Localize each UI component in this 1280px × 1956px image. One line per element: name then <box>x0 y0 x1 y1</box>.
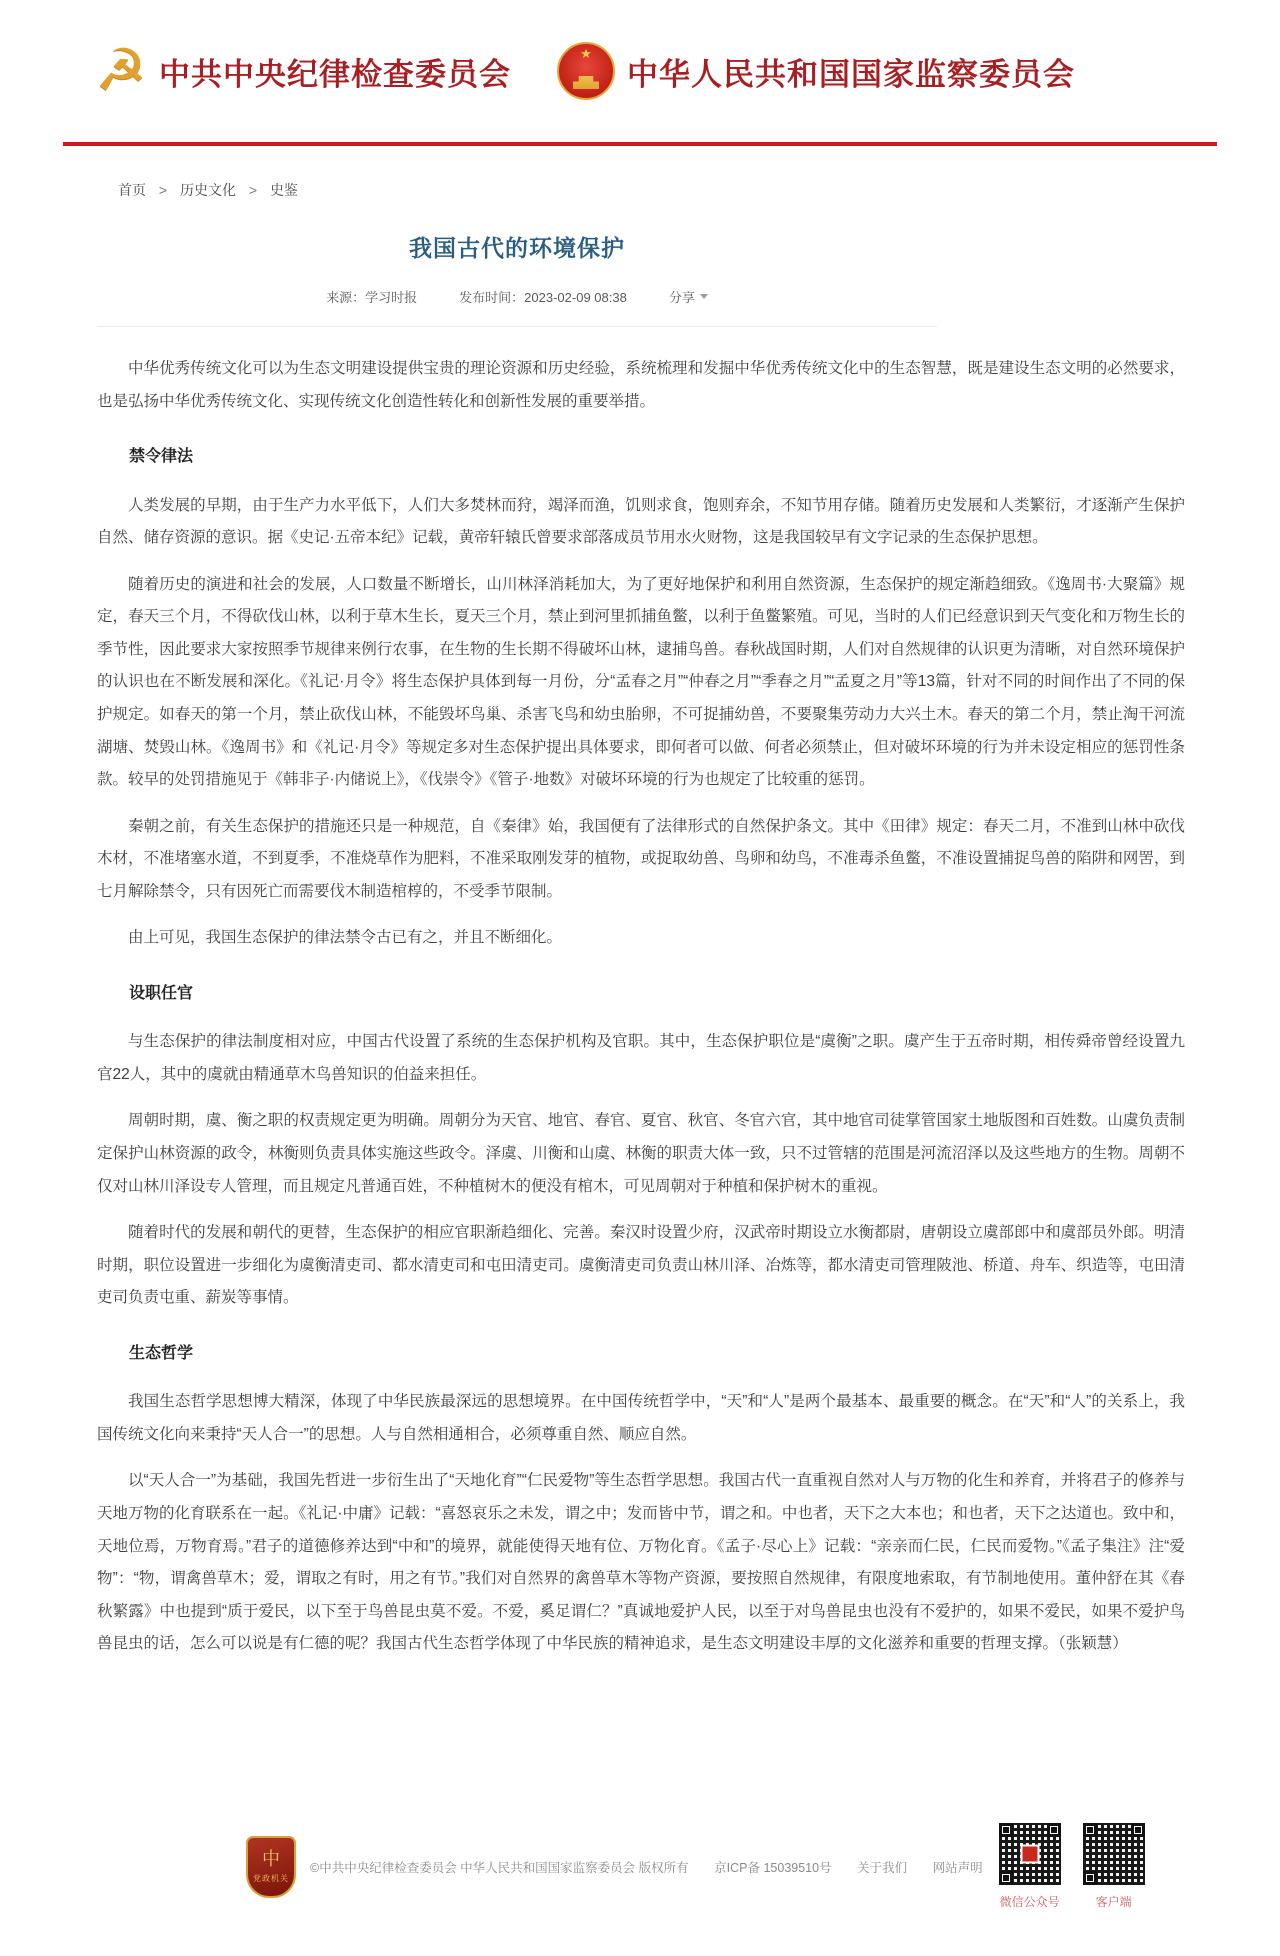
star-icon: ★ <box>580 46 592 61</box>
qr-eye-icon <box>1131 1823 1145 1837</box>
icp-number: 京ICP备 15039510号 <box>714 1860 832 1875</box>
footer-inner <box>246 1823 1280 1910</box>
breadcrumb-shijian[interactable]: 史鉴 <box>269 182 298 198</box>
qr-center-logo-icon <box>1020 1845 1039 1864</box>
national-emblem-icon <box>557 42 615 100</box>
party-emblem-icon: ☭ <box>95 38 147 103</box>
wechat-qr-code-icon <box>999 1823 1061 1885</box>
paragraph: 我国生态哲学思想博大精深，体现了中华民族最深远的思想境界。在中国传统哲学中，“天”和“人”是两个最基本、最重要的概念。在“天”和“人”的关系上，我国传统文化向来秉持“天人合一”的思想。人与自然相通相合，必须尊重自然、顺应自然。 <box>97 1393 1185 1443</box>
paragraph: 随着历史的演进和社会的发展，人口数量不断增长，山川林泽消耗加大，为了更好地保护和利用自然资源，生态保护的规定渐趋细致。《逸周书·大聚篇》规定，春天三个月，不得砍伐山林，以利于草木生长，夏天三个月，禁止到河里抓捕鱼鳖，以利于鱼鳖繁殖。可见，当时的人们已经意识到天气变化和万物生长的季节性，因此要求大家按照季节规律来例行农事，在生物的生长期不得破坏山林，逮捕鸟兽。春秋战国时期，人们对自然规律的认识更为清晰，对自然环境保护的认识也在不断发展和深化。《礼记·月令》将生态保护具体到每一月份，分“孟春之月”“仲春之月”“季春之月”“孟夏之月”等13篇，针对不同的时间作出了不同的保护规定。如春天的第一个月，禁止砍伐山林，不能毁坏鸟巢、杀害飞鸟和幼虫胎卵，不可捉捕幼兽，不要聚集劳动力大兴土木。春天的第二个月，禁止淘干河流湖塘、焚毁山林。《逸周书》和《礼记·月令》等规定多对生态保护提出具体要求，即何者可以做、何者必须禁止，但对破坏环境的行为并未设定相应的惩罚性条款。较早的处罚措施见于《韩非子·内储说上》，《伐崇令》《管子·地数》对破坏环境的行为也规定了比较重的惩罚。 <box>97 575 1185 789</box>
qr-eye-icon <box>999 1871 1013 1885</box>
qr-eye-icon <box>1083 1871 1097 1885</box>
paragraph: 秦朝之前，有关生态保护的措施还只是一种规范，自《秦律》始，我国便有了法律形式的自然保护条文。其中《田律》规定：春天二月，不准到山林中砍伐木材，不准堵塞水道，不到夏季，不准烧草作为肥料，不准采取刚发芽的植物，或捉取幼兽、鸟卵和幼鸟，不准毒杀鱼鳖，不准设置捕捉鸟兽的陷阱和网罟，到七月解除禁令，只有因死亡而需要伐木制造棺椁的，不受季节限制。 <box>97 817 1185 900</box>
ccdi-title: 中共中央纪律检查委员会 <box>159 56 511 92</box>
breadcrumb-history-culture[interactable]: 历史文化 <box>179 182 236 198</box>
paragraph: 人类发展的早期，由于生产力水平低下，人们大多焚林而狩，竭泽而渔，饥则求食，饱则弃余，不知节用存储。随着历史发展和人类繁衍，才逐渐产生保护自然、储存资源的意识。据《史记·五帝本纪》记载，黄帝轩辕氏曾要求部落成员节用水火财物，这是我国较早有文字记录的生态保护思想。 <box>97 496 1185 547</box>
paragraph: 以“天人合一”为基础，我国先哲进一步衍生出了“天地化育”“仁民爱物”等生态哲学思想。我国古代一直重视自然对人与万物的化生和养育，并将君子的修养与天地万物的化育联系在一起。《礼记·中庸》记载：“喜怒哀乐之未发，谓之中；发而皆中节，谓之和。中也者，天下之大本也；和也者，天下之达道也。致中和，天地位焉，万物育焉。”君子的道德修养达到“中和”的境界，就能使得天地有位、万物化育。《孟子·尽心上》记载：“亲亲而仁民，仁民而爱物。”《孟子集注》注“爱物”：“物，谓禽兽草木；爱，谓取之有时，用之有节。”我们对自然界的禽兽草木等物产资源，要按照自然规律，有限度地索取，有节制地使用。董仲舒在其《春秋繁露》中也提到“质于爱民，以下至于鸟兽昆虫莫不爱。不爱，奚足谓仁？”真诚地爱护人民，以至于对鸟兽昆虫也没有不爱护的，如果不爱民，如果不爱护鸟兽昆虫的话，怎么可以说是有仁德的呢？我国古代生态哲学体现了中华民族的精神追求，是生态文明建设丰厚的文化滋养和重要的哲理支撑。（张颖慧） <box>97 1472 1185 1653</box>
nsc-logo[interactable] <box>557 42 1075 100</box>
red-divider <box>63 142 1217 146</box>
ccdi-logo[interactable] <box>95 38 511 103</box>
section-heading-laws: 禁令律法 <box>129 448 194 466</box>
paragraph-intro: 中华优秀传统文化可以为生态文明建设提供宝贵的理论资源和历史经验，系统梳理和发掘中华优秀传统文化中的生态智慧，既是建设生态文明的必然要求，也是弘扬中华优秀传统文化、实现传统文化创造性转化和创新性发展的重要举措。 <box>97 360 1185 410</box>
share-button[interactable] <box>669 287 708 306</box>
breadcrumb-separator: > <box>248 182 258 198</box>
qr-eye-icon <box>999 1823 1013 1837</box>
article-body <box>97 353 1185 1675</box>
section-heading-officials: 设职任官 <box>129 984 194 1002</box>
article-head <box>97 200 937 327</box>
footer-text <box>310 1858 983 1876</box>
paragraph: 随着时代的发展和朝代的更替，生态保护的相应官职渐趋细化、完善。秦汉时设置少府，汉武帝时期设立水衡都尉，唐朝设立虞部郎中和虞部员外郎。明清时期，职位设置进一步细化为虞衡清吏司、都水清吏司和屯田清吏司。虞衡清吏司负责山林川泽、冶炼等，都水清吏司管理陂池、桥道、舟车、织造等，屯田清吏司负责屯重、薪炭等事情。 <box>97 1224 1185 1307</box>
qr-eye-icon <box>1047 1823 1061 1837</box>
app-qr-code-icon <box>1083 1823 1145 1885</box>
nsc-title: 中华人民共和国国家监察委员会 <box>627 56 1075 92</box>
site-statement-link[interactable]: 网站声明 <box>932 1860 983 1875</box>
gov-badge-icon[interactable] <box>246 1836 296 1898</box>
share-label: 分享 <box>668 290 695 305</box>
paragraph: 与生态保护的律法制度相对应，中国古代设置了系统的生态保护机构及官职。其中，生态保护职位是“虞衡”之职。虞产生于五帝时期，相传舜帝曾经设置九官22人，其中的虞就由精通草木鸟兽知识的伯益来担任。 <box>97 1033 1185 1083</box>
wechat-qr-label: 微信公众号 <box>999 1895 1060 1909</box>
app-qr-item <box>1083 1823 1145 1910</box>
breadcrumb-home[interactable]: 首页 <box>118 182 146 198</box>
badge-label: 党政机关 <box>253 1873 289 1883</box>
badge-glyph: 中 <box>262 1848 280 1869</box>
qr-group <box>999 1823 1145 1910</box>
wechat-qr-item <box>999 1823 1061 1910</box>
app-qr-label: 客户端 <box>1095 1895 1132 1909</box>
site-header <box>0 0 1280 142</box>
chevron-down-icon <box>700 294 708 299</box>
about-us-link[interactable]: 关于我们 <box>857 1860 908 1875</box>
section-heading-philosophy: 生态哲学 <box>129 1344 194 1362</box>
paragraph: 由上可见，我国生态保护的律法禁令古已有之，并且不断细化。 <box>128 929 563 947</box>
paragraph: 周朝时期，虞、衡之职的权责规定更为明确。周朝分为天官、地官、春官、夏官、秋官、冬官六官，其中地官司徒掌管国家土地版图和百姓数。山虞负责制定保护山林资源的政令，林衡则负责具体实施这些政令。泽虞、川衡和山虞、林衡的职责大体一致，只不过管辖的范围是河流沼泽以及这些地方的生物。周朝不仅对山林川泽设专人管理，而且规定凡普通百姓，不种植树木的便没有棺木，可见周朝对于种植和保护树木的重视。 <box>97 1112 1185 1195</box>
page-title: 我国古代的环境保护 <box>409 235 625 261</box>
breadcrumb-separator: > <box>158 182 168 198</box>
article-meta <box>97 287 937 306</box>
article-source: 来源：学习时报 <box>326 290 418 305</box>
qr-eye-icon <box>1083 1823 1097 1837</box>
site-footer <box>0 1793 1280 1956</box>
gate-icon <box>573 76 599 89</box>
copyright-text: ©中共中央纪律检查委员会 中华人民共和国国家监察委员会 版权所有 <box>310 1860 689 1875</box>
article-publish-time: 发布时间：2023-02-09 08:38 <box>459 290 627 305</box>
breadcrumb <box>118 180 1280 200</box>
